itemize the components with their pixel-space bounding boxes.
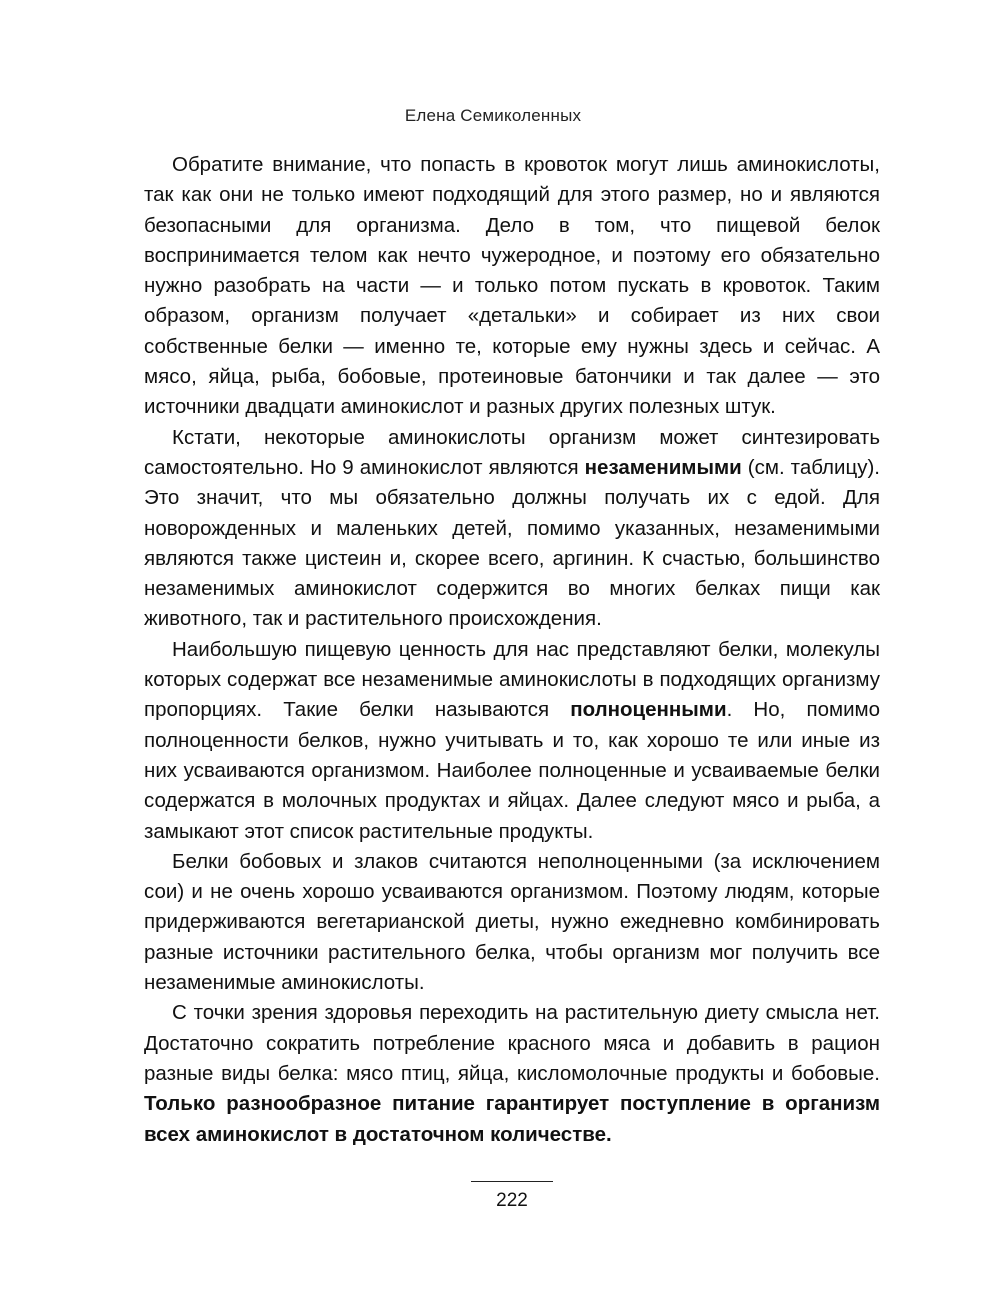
paragraph-text: Обратите внимание, что попасть в кровоток могут лишь аминокислоты, так как они не только имеют подходящий для этого размер, но и являются безопасными для организма. Дело в том, что пищевой белок воспринимается телом как нечто чужеродное, и поэтому его обязательно нужно разобрать на части — и только потом пускать в кровоток. Таким образом, организм получает «детальки» и собирает из них свои собственные белки — именно те, которые ему нужны здесь и сейчас. А мясо, яйца, рыба, бобовые, протеиновые батончики и так далее — это источники двадцати аминокислот и разных других полезных штук.: [144, 153, 880, 419]
paragraph-text: С точки зрения здоровья переходить на растительную диету смысла нет. Достаточно сократить потребление красного мяса и добавить в рацион разные виды белка: мясо птиц, яйца, кисломолочные продукты и бобовые.: [144, 1001, 880, 1085]
bold-conclusion: Только разнообразное питание гарантирует поступление в организм всех аминокислот в достаточном количестве.: [144, 1092, 880, 1146]
running-head-author: Елена Семиколенных: [404, 106, 582, 125]
paragraph-legumes-grains: [144, 847, 880, 998]
paragraph-essential-amino-acids: [144, 423, 880, 635]
paragraph-bloodstream: [144, 150, 880, 423]
paragraph-text: Белки бобовых и злаков считаются неполноценными (за исключением сои) и не очень хорошо усваиваются организмом. Поэтому людям, которые придерживаются вегетарианской диеты, нужно ежедневно комбинировать разные источники растительного белка, чтобы организм мог получить все незаменимые аминокислоты.: [144, 849, 880, 995]
paragraph-text: Кстати, некоторые аминокислоты организм может синтезировать самостоятельно. Но 9 аминокислот являются: [144, 425, 880, 479]
paragraph-complete-proteins: [144, 635, 880, 847]
paragraph-text: (см. таблицу). Это значит, что мы обязательно должны получать их с едой. Для новорожденных и маленьких детей, помимо указанных, незаменимыми являются также цистеин и, скорее всего, аргинин. К счастью, большинство незаменимых аминокислот содержится во многих белках пищи как животного, так и растительного происхождения.: [144, 455, 880, 631]
bold-term-essential: незаменимыми: [584, 455, 742, 479]
page-number: 222: [496, 1190, 528, 1211]
paragraph-plant-diet: [144, 998, 880, 1149]
paragraph-text: Наибольшую пищевую ценность для нас представляют белки, молекулы которых содержат все незаменимые аминокислоты в подходящих организму пропорциях. Такие белки называются: [144, 637, 880, 722]
body-text: [144, 150, 880, 1150]
paragraph-text: . Но, помимо полноценности белков, нужно учитывать и то, как хорошо те или иные из них усваиваются организмом. Наиболее полноценные и усваиваемые белки содержатся в молочных продуктах и яйцах. Далее следуют мясо и рыба, а замыкают этот список растительные продукты.: [144, 698, 881, 843]
bold-term-complete: полноценными: [570, 698, 727, 722]
page-number-rule: [471, 1181, 553, 1182]
